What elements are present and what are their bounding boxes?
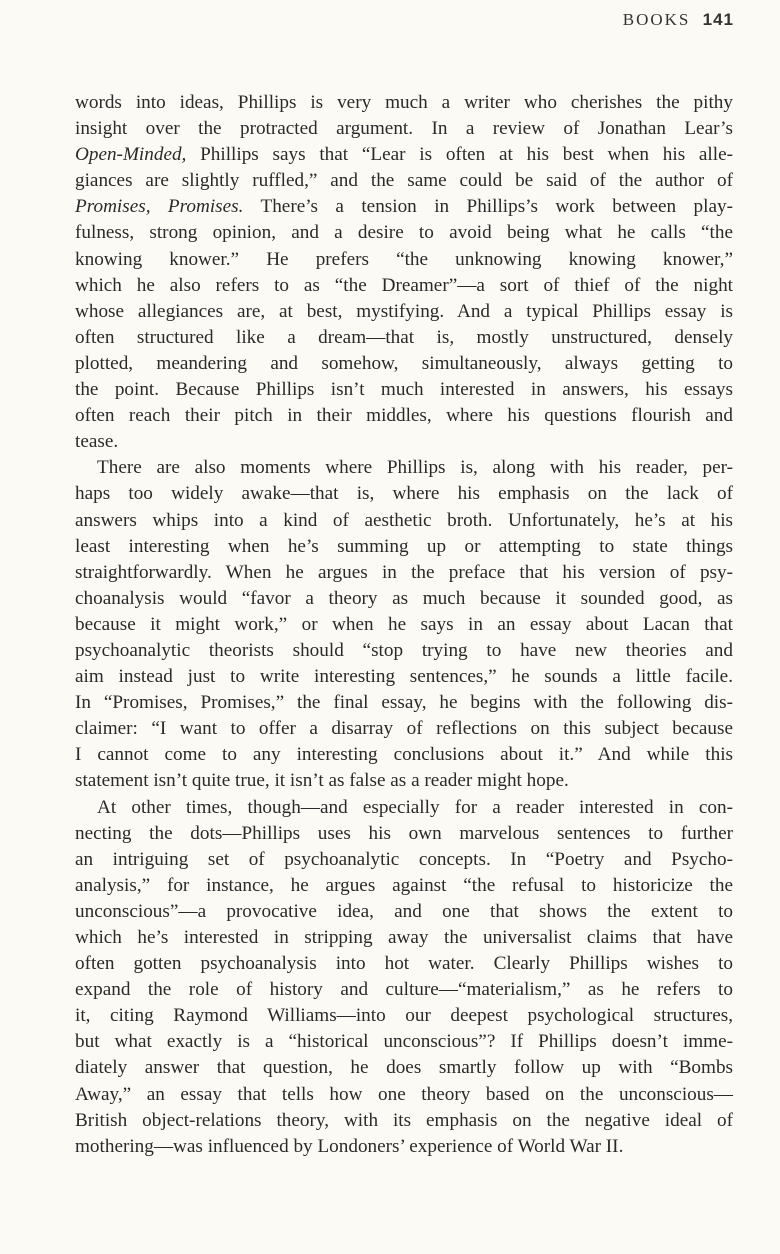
text-run: straightforwardly. When he argues in the preface that his version of psy-: [75, 561, 733, 583]
text-line: [75, 481, 733, 507]
text-line: [75, 90, 733, 116]
text-line: [75, 638, 733, 664]
text-line: [75, 429, 733, 455]
text-run: choanalysis would “favor a theory as much because it sounded good, as: [75, 587, 733, 609]
text-line: [75, 455, 733, 481]
text-line: [75, 716, 733, 742]
text-line: [75, 1134, 733, 1160]
text-line: [75, 508, 733, 534]
text-run: but what exactly is a “historical unconscious”? If Phillips doesn’t imme-: [75, 1031, 733, 1053]
text-line: [75, 1029, 733, 1055]
text-line: [75, 168, 733, 194]
text-line: [75, 560, 733, 586]
text-run: expand the role of history and culture—“materialism,” as he refers to: [75, 979, 733, 1001]
text-run: statement isn’t quite true, it isn’t as false as a reader might hope.: [75, 770, 569, 792]
text-run: Away,” an essay that tells how one theory based on the unconscious—: [75, 1083, 733, 1105]
text-run: because it might work,” or when he says in an essay about Lacan that: [75, 613, 733, 635]
body-text: [75, 90, 733, 1160]
text-run: There are also moments where Phillips is, along with his reader, per-: [97, 457, 733, 479]
text-run: words into ideas, Phillips is very much a writer who cherishes the pithy: [75, 92, 733, 113]
text-run: whose allegiances are, at best, mystifying. And a typical Phillips essay is: [75, 300, 733, 322]
text-line: [75, 247, 733, 273]
text-line: [75, 377, 733, 403]
text-run: aim instead just to write interesting sentences,” he sounds a little facile.: [75, 666, 733, 688]
text-line: [75, 664, 733, 690]
running-head: [623, 10, 734, 30]
text-line: [75, 795, 733, 821]
text-run: There’s a tension in Phillips’s work between play-: [243, 196, 733, 218]
text-run: an intriguing set of psychoanalytic concepts. In “Poetry and Psycho-: [75, 848, 733, 870]
text-line: [75, 194, 733, 220]
text-run: insight over the protracted argument. In a review of Jonathan Lear’s: [75, 118, 733, 140]
text-run: tease.: [75, 431, 119, 453]
text-run: unconscious”—a provocative idea, and one that shows the extent to: [75, 900, 733, 922]
text-line: [75, 873, 733, 899]
text-run: fulness, strong opinion, and a desire to avoid being what he calls “the: [75, 222, 733, 244]
text-run: which he also refers to as “the Dreamer”—a sort of thief of the night: [75, 274, 733, 296]
text-run: giances are slightly ruffled,” and the same could be said of the author of: [75, 170, 733, 192]
text-line: [75, 612, 733, 638]
text-line: [75, 1055, 733, 1081]
text-run: I cannot come to any interesting conclusions about it.” And while this: [75, 744, 733, 766]
text-line: [75, 690, 733, 716]
text-line: [75, 925, 733, 951]
running-head-section: BOOKS: [622, 10, 691, 29]
text-line: [75, 768, 733, 794]
text-run: it, citing Raymond Williams—into our deepest psychological structures,: [75, 1005, 733, 1027]
text-run: psychoanalytic theorists should “stop trying to have new theories and: [75, 639, 733, 661]
text-run: which he’s interested in stripping away the universalist claims that have: [75, 927, 733, 948]
text-line: [75, 899, 733, 925]
text-run: often reach their pitch in their middles, where his questions flourish and: [75, 405, 733, 427]
text-line: [75, 325, 733, 351]
text-run: necting the dots—Phillips uses his own marvelous sentences to further: [75, 822, 733, 844]
text-run: In “Promises, Promises,” the final essay, he begins with the following dis-: [75, 692, 733, 714]
text-line: [75, 116, 733, 142]
text-line: [75, 951, 733, 977]
paragraph: [75, 795, 733, 1160]
text-line: [75, 586, 733, 612]
text-run: At other times, though—and especially for a reader interested in con-: [97, 796, 733, 818]
text-run: knowing knower.” He prefers “the unknowing knowing knower,”: [75, 248, 733, 270]
text-run: British object-relations theory, with its emphasis on the negative ideal of: [75, 1109, 733, 1131]
text-line: [75, 534, 733, 560]
text-run: Phillips says that “Lear is often at his best when his alle-: [186, 144, 733, 166]
text-run: analysis,” for instance, he argues against “the refusal to historicize the: [75, 874, 733, 896]
text-run: the point. Because Phillips isn’t much interested in answers, his essays: [75, 379, 733, 401]
text-run: mothering—was influenced by Londoners’ experience of World War II.: [75, 1135, 624, 1157]
text-run: diately answer that question, he does smartly follow up with “Bombs: [75, 1057, 733, 1079]
text-run: haps too widely awake—that is, where his emphasis on the lack of: [75, 483, 733, 505]
text-run: often structured like a dream—that is, mostly unstructured, densely: [75, 326, 733, 348]
text-line: [75, 977, 733, 1003]
text-line: [75, 1082, 733, 1108]
text-line: [75, 142, 733, 168]
text-line: [75, 403, 733, 429]
text-line: [75, 742, 733, 768]
text-run: plotted, meandering and somehow, simultaneously, always getting to: [75, 352, 733, 374]
text-line: [75, 1108, 733, 1134]
text-line: [75, 299, 733, 325]
paragraph: [75, 90, 733, 455]
paragraph: [75, 455, 733, 794]
text-line: [75, 821, 733, 847]
text-run: claimer: “I want to offer a disarray of reflections on this subject because: [75, 718, 733, 740]
italic-title: Open-Minded,: [75, 144, 187, 166]
text-run: often gotten psychoanalysis into hot water. Clearly Phillips wishes to: [75, 953, 733, 975]
italic-title: Promises, Promises.: [75, 196, 244, 218]
text-line: [75, 1003, 733, 1029]
text-run: answers whips into a kind of aesthetic broth. Unfortunately, he’s at his: [75, 509, 733, 531]
text-run: least interesting when he’s summing up or attempting to state things: [75, 535, 733, 557]
text-line: [75, 220, 733, 246]
page-number: 141: [702, 10, 734, 29]
text-line: [75, 847, 733, 873]
text-line: [75, 351, 733, 377]
text-line: [75, 273, 733, 299]
